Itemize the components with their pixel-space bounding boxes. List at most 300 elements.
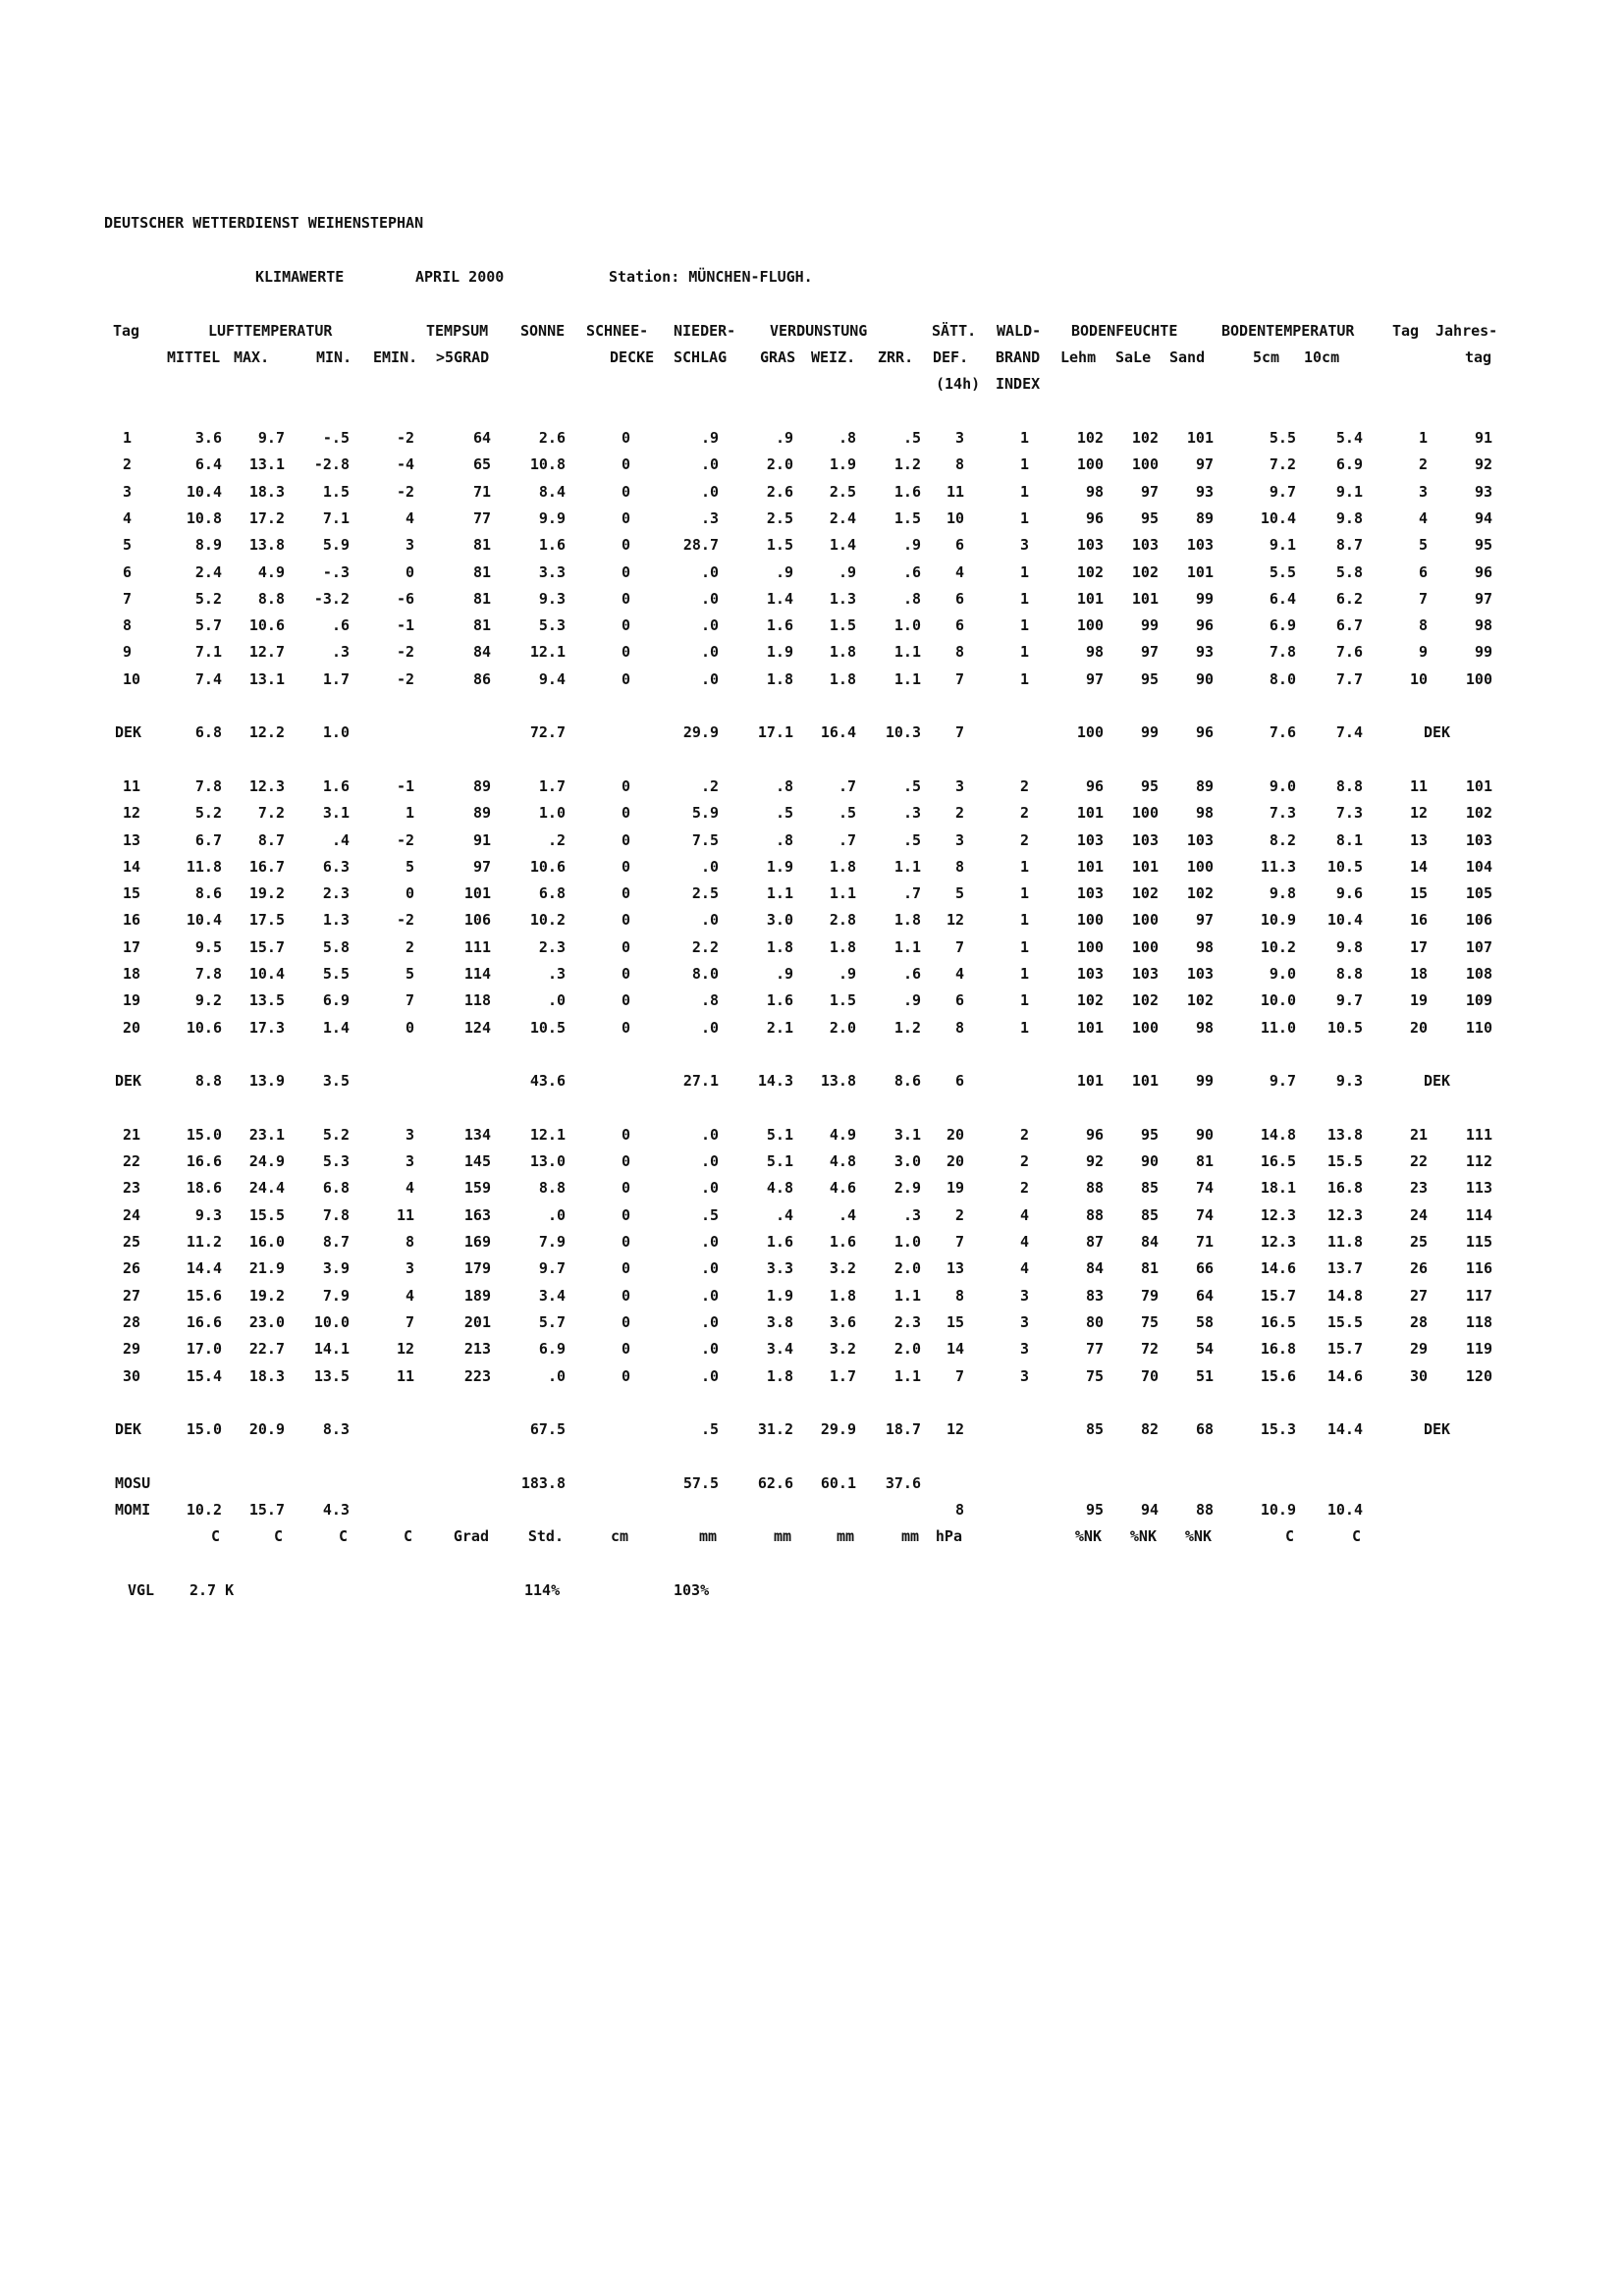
day-cell: 15 bbox=[123, 884, 141, 903]
data-cell: 5.1 bbox=[766, 1125, 793, 1144]
data-cell: 3 bbox=[954, 776, 964, 795]
data-cell: 10.2 bbox=[529, 911, 566, 930]
data-cell: 6.9 bbox=[538, 1340, 566, 1359]
data-cell: 7.8 bbox=[322, 1205, 350, 1224]
data-cell: 2 bbox=[1019, 1179, 1029, 1198]
data-cell: 100 bbox=[1076, 937, 1104, 956]
data-cell: 96 bbox=[1085, 508, 1104, 527]
data-cell: -.5 bbox=[322, 429, 350, 447]
table-row bbox=[0, 453, 1623, 476]
data-cell: 1.8 bbox=[766, 669, 793, 688]
data-cell: 1 bbox=[1019, 455, 1029, 474]
header-label: LUFTTEMPERATUR bbox=[208, 322, 333, 340]
data-cell: .0 bbox=[700, 1340, 719, 1359]
data-cell: 95 bbox=[1474, 536, 1492, 555]
data-cell: 17.1 bbox=[757, 723, 793, 742]
header-label: GRAS bbox=[760, 348, 796, 366]
data-cell: .3 bbox=[700, 508, 719, 527]
data-cell: 37.6 bbox=[885, 1473, 921, 1492]
data-cell: .5 bbox=[700, 1420, 719, 1439]
data-cell: 2.5 bbox=[766, 508, 793, 527]
data-cell: 2 bbox=[1019, 776, 1029, 795]
header-label: BODENTEMPERATUR bbox=[1221, 322, 1355, 340]
data-cell: 89 bbox=[472, 776, 491, 795]
data-cell: 101 bbox=[1186, 562, 1214, 581]
data-cell: 5.2 bbox=[194, 804, 222, 823]
data-cell: -2 bbox=[396, 830, 414, 849]
unit-label: mm bbox=[900, 1527, 919, 1546]
data-cell: 3.1 bbox=[322, 804, 350, 823]
data-cell: 0 bbox=[621, 536, 630, 555]
data-cell: 7 bbox=[954, 1366, 964, 1385]
data-cell: 116 bbox=[1465, 1259, 1492, 1278]
data-cell: 115 bbox=[1465, 1233, 1492, 1251]
data-cell: 10.0 bbox=[1260, 991, 1296, 1010]
data-cell: 0 bbox=[621, 1018, 630, 1037]
data-cell: 1.5 bbox=[766, 536, 793, 555]
data-cell: 80 bbox=[1085, 1312, 1104, 1331]
data-cell: 5.5 bbox=[1269, 562, 1296, 581]
data-cell: 1.5 bbox=[322, 482, 350, 501]
data-cell: 0 bbox=[621, 804, 630, 823]
day-cell: 29 bbox=[123, 1340, 141, 1359]
data-cell: 15.0 bbox=[186, 1125, 222, 1144]
data-cell: 107 bbox=[1465, 937, 1492, 956]
data-cell: 2.0 bbox=[829, 1018, 856, 1037]
data-cell: 1.6 bbox=[538, 536, 566, 555]
data-cell: 3.2 bbox=[829, 1259, 856, 1278]
data-cell: 15.5 bbox=[1326, 1152, 1363, 1171]
data-cell: 7.5 bbox=[691, 830, 719, 849]
data-cell: 18.7 bbox=[885, 1420, 921, 1439]
data-cell: 99 bbox=[1195, 1072, 1214, 1091]
data-cell: 5.8 bbox=[322, 937, 350, 956]
data-cell: 91 bbox=[1474, 429, 1492, 447]
table-row bbox=[0, 426, 1623, 450]
data-cell: 99 bbox=[1140, 616, 1159, 635]
data-cell: 102 bbox=[1076, 991, 1104, 1010]
table-row bbox=[0, 1364, 1623, 1388]
data-cell: 8.6 bbox=[194, 884, 222, 903]
header-label: (14h) bbox=[936, 375, 981, 393]
data-cell: 134 bbox=[463, 1125, 491, 1144]
data-cell: 2.5 bbox=[829, 482, 856, 501]
day-cell: 9 bbox=[123, 643, 133, 662]
day-cell: 30 bbox=[123, 1366, 141, 1385]
data-cell: 9.3 bbox=[538, 589, 566, 608]
data-cell: 111 bbox=[463, 937, 491, 956]
data-cell: .0 bbox=[700, 1366, 719, 1385]
day-cell: 25 bbox=[123, 1233, 141, 1251]
data-cell: .4 bbox=[838, 1205, 856, 1224]
vgl-precipitation: 103% bbox=[674, 1580, 710, 1599]
data-cell: 7.7 bbox=[1335, 669, 1363, 688]
data-cell: 169 bbox=[463, 1233, 491, 1251]
data-cell: 10.4 bbox=[1326, 1501, 1363, 1519]
data-cell: 2 bbox=[954, 1205, 964, 1224]
data-cell: 96 bbox=[1085, 776, 1104, 795]
data-cell: 7.1 bbox=[194, 643, 222, 662]
data-cell: 4.3 bbox=[322, 1501, 350, 1519]
day-cell: 2 bbox=[123, 455, 133, 474]
data-cell: 10.8 bbox=[186, 508, 222, 527]
data-cell: 3.6 bbox=[829, 1312, 856, 1331]
data-cell: 12 bbox=[396, 1340, 414, 1359]
table-row bbox=[0, 561, 1623, 584]
data-cell: 94 bbox=[1474, 508, 1492, 527]
header-label: >5GRAD bbox=[436, 348, 490, 366]
data-cell: .5 bbox=[775, 804, 793, 823]
data-cell: 7 bbox=[405, 1312, 414, 1331]
data-cell: 96 bbox=[1474, 562, 1492, 581]
data-cell: 58 bbox=[1195, 1312, 1214, 1331]
unit-label: C bbox=[210, 1527, 220, 1546]
data-cell: .9 bbox=[838, 562, 856, 581]
data-cell: 12.3 bbox=[248, 776, 285, 795]
data-cell: 0 bbox=[621, 857, 630, 876]
data-cell: 101 bbox=[1076, 804, 1104, 823]
data-cell: .0 bbox=[547, 1366, 566, 1385]
data-cell: 0 bbox=[621, 616, 630, 635]
data-cell: 99 bbox=[1195, 589, 1214, 608]
header-label: SÄTT. bbox=[932, 322, 977, 340]
header-label: 10cm bbox=[1304, 348, 1340, 366]
data-cell: 0 bbox=[405, 1018, 414, 1037]
data-cell: 9.3 bbox=[194, 1205, 222, 1224]
data-cell: 3 bbox=[1019, 1366, 1029, 1385]
data-cell: 103 bbox=[1186, 965, 1214, 983]
data-cell: 0 bbox=[621, 1205, 630, 1224]
data-cell: 1.1 bbox=[893, 937, 921, 956]
data-cell: 10.4 bbox=[186, 911, 222, 930]
data-cell: 11 bbox=[396, 1205, 414, 1224]
data-cell: 3.5 bbox=[322, 1072, 350, 1091]
data-cell: -2 bbox=[396, 669, 414, 688]
units-row bbox=[0, 1524, 1623, 1548]
data-cell: 9.8 bbox=[1269, 884, 1296, 903]
data-cell: .2 bbox=[700, 776, 719, 795]
data-cell: 74 bbox=[1195, 1205, 1214, 1224]
data-cell: .9 bbox=[775, 562, 793, 581]
data-cell: 22.7 bbox=[248, 1340, 285, 1359]
data-cell: .5 bbox=[902, 830, 921, 849]
data-cell: 10.4 bbox=[248, 965, 285, 983]
day-cell: 10 bbox=[123, 669, 141, 688]
data-cell: 89 bbox=[1195, 776, 1214, 795]
data-cell: 15.5 bbox=[1326, 1312, 1363, 1331]
data-cell: .9 bbox=[902, 536, 921, 555]
vgl-row bbox=[0, 1578, 1623, 1602]
data-cell: 0 bbox=[621, 965, 630, 983]
data-cell: 14.4 bbox=[186, 1259, 222, 1278]
data-cell: 0 bbox=[621, 482, 630, 501]
data-cell: .5 bbox=[838, 804, 856, 823]
header-label: ZRR. bbox=[878, 348, 914, 366]
data-cell: 103 bbox=[1131, 536, 1159, 555]
data-cell: 71 bbox=[472, 482, 491, 501]
data-cell: 10.5 bbox=[529, 1018, 566, 1037]
data-cell: 102 bbox=[1076, 562, 1104, 581]
header-label: TEMPSUM bbox=[426, 322, 489, 340]
data-cell: 103 bbox=[1076, 536, 1104, 555]
data-cell: 65 bbox=[472, 455, 491, 474]
decade-label: DEK bbox=[115, 1420, 142, 1439]
data-cell: 97 bbox=[1085, 669, 1104, 688]
data-cell: 93 bbox=[1474, 482, 1492, 501]
data-cell: 7.4 bbox=[194, 669, 222, 688]
data-cell: .0 bbox=[700, 1259, 719, 1278]
data-cell: 13 bbox=[946, 1259, 964, 1278]
data-cell: 13.5 bbox=[248, 991, 285, 1010]
table-row bbox=[0, 962, 1623, 986]
data-cell: 102 bbox=[1131, 562, 1159, 581]
day-cell: 7 bbox=[123, 589, 133, 608]
data-cell: 9.0 bbox=[1269, 776, 1296, 795]
data-cell: 1 bbox=[405, 804, 414, 823]
data-cell: 19.2 bbox=[248, 884, 285, 903]
data-cell: 5.9 bbox=[691, 804, 719, 823]
data-cell: 8.1 bbox=[1335, 830, 1363, 849]
data-cell: .0 bbox=[700, 669, 719, 688]
data-cell: 91 bbox=[472, 830, 491, 849]
data-cell: 6.8 bbox=[194, 723, 222, 742]
day-cell: 27 bbox=[123, 1286, 141, 1305]
table-row bbox=[0, 1230, 1623, 1254]
data-cell: 7 bbox=[954, 723, 964, 742]
data-cell: 4 bbox=[954, 965, 964, 983]
data-cell: 1.6 bbox=[893, 482, 921, 501]
data-cell: .7 bbox=[902, 884, 921, 903]
data-cell: 17.2 bbox=[248, 508, 285, 527]
data-cell: 87 bbox=[1085, 1233, 1104, 1251]
data-cell: 20.9 bbox=[248, 1420, 285, 1439]
data-cell: 114 bbox=[463, 965, 491, 983]
data-cell: 1.7 bbox=[538, 776, 566, 795]
data-cell: 1 bbox=[1019, 965, 1029, 983]
data-cell: .0 bbox=[700, 911, 719, 930]
data-cell: 16 bbox=[1409, 911, 1428, 930]
data-cell: 9.2 bbox=[194, 991, 222, 1010]
data-cell: 102 bbox=[1131, 429, 1159, 447]
data-cell: -6 bbox=[396, 589, 414, 608]
data-cell: 7 bbox=[954, 1233, 964, 1251]
data-cell: 22 bbox=[1409, 1152, 1428, 1171]
data-cell: 1.9 bbox=[766, 643, 793, 662]
data-cell: 1.5 bbox=[829, 991, 856, 1010]
day-cell: 20 bbox=[123, 1018, 141, 1037]
data-cell: 1.8 bbox=[829, 1286, 856, 1305]
data-cell: 11.8 bbox=[186, 857, 222, 876]
data-cell: 10.9 bbox=[1260, 1501, 1296, 1519]
data-cell: .6 bbox=[902, 965, 921, 983]
data-cell: 112 bbox=[1465, 1152, 1492, 1171]
decade-label: DEK bbox=[115, 723, 142, 742]
data-cell: 28 bbox=[1409, 1312, 1428, 1331]
summary-label: MOMI bbox=[115, 1501, 151, 1519]
data-cell: 10 bbox=[946, 508, 964, 527]
data-cell: 102 bbox=[1186, 884, 1214, 903]
data-cell: 4.9 bbox=[257, 562, 285, 581]
data-cell: 14.6 bbox=[1260, 1259, 1296, 1278]
data-cell: 16.7 bbox=[248, 857, 285, 876]
data-cell: 6.2 bbox=[1335, 589, 1363, 608]
momi-row bbox=[0, 1498, 1623, 1522]
data-cell: 13.0 bbox=[529, 1152, 566, 1171]
data-cell: 12.7 bbox=[248, 643, 285, 662]
data-cell: 100 bbox=[1131, 1018, 1159, 1037]
data-cell: 0 bbox=[621, 1312, 630, 1331]
data-cell: 11 bbox=[1409, 776, 1428, 795]
data-cell: 1 bbox=[1019, 643, 1029, 662]
data-cell: 5.3 bbox=[322, 1152, 350, 1171]
data-cell: .5 bbox=[902, 429, 921, 447]
data-cell: 6 bbox=[954, 589, 964, 608]
data-cell: 5.5 bbox=[322, 965, 350, 983]
data-cell: 2.1 bbox=[766, 1018, 793, 1037]
data-cell: 3.3 bbox=[766, 1259, 793, 1278]
data-cell: 54 bbox=[1195, 1340, 1214, 1359]
unit-label: C bbox=[273, 1527, 283, 1546]
data-cell: 6.8 bbox=[322, 1179, 350, 1198]
data-cell: .7 bbox=[838, 776, 856, 795]
data-cell: 7 bbox=[954, 669, 964, 688]
data-cell: 15.5 bbox=[248, 1205, 285, 1224]
data-cell: 13 bbox=[1409, 830, 1428, 849]
data-cell: 10.6 bbox=[248, 616, 285, 635]
data-cell: 8.8 bbox=[538, 1179, 566, 1198]
data-cell: 12 bbox=[946, 1420, 964, 1439]
data-cell: 159 bbox=[463, 1179, 491, 1198]
data-cell: 108 bbox=[1465, 965, 1492, 983]
data-cell: 13.1 bbox=[248, 455, 285, 474]
data-cell: 16.5 bbox=[1260, 1312, 1296, 1331]
data-cell: .7 bbox=[838, 830, 856, 849]
data-cell: -2.8 bbox=[313, 455, 350, 474]
data-cell: .0 bbox=[700, 1233, 719, 1251]
unit-label: C bbox=[1284, 1527, 1294, 1546]
data-cell: 7.2 bbox=[257, 804, 285, 823]
data-cell: 1.5 bbox=[829, 616, 856, 635]
data-cell: 13.8 bbox=[248, 536, 285, 555]
table-row bbox=[0, 640, 1623, 664]
data-cell: 0 bbox=[621, 991, 630, 1010]
data-cell: 0 bbox=[621, 776, 630, 795]
data-cell: 10.3 bbox=[885, 723, 921, 742]
data-cell: 9.9 bbox=[538, 508, 566, 527]
data-cell: 84 bbox=[1085, 1259, 1104, 1278]
data-cell: 5.7 bbox=[194, 616, 222, 635]
data-cell: 1.0 bbox=[893, 616, 921, 635]
table-row bbox=[0, 935, 1623, 959]
data-cell: 103 bbox=[1131, 965, 1159, 983]
data-cell: 64 bbox=[472, 429, 491, 447]
data-cell: 101 bbox=[463, 884, 491, 903]
data-cell: 6 bbox=[954, 616, 964, 635]
data-cell: 7.9 bbox=[538, 1233, 566, 1251]
data-cell: 5 bbox=[405, 965, 414, 983]
header-row-3 bbox=[0, 372, 1623, 396]
data-cell: .0 bbox=[700, 643, 719, 662]
data-cell: 1.5 bbox=[893, 508, 921, 527]
data-cell: 97 bbox=[472, 857, 491, 876]
vgl-temperature: 2.7 K bbox=[189, 1580, 235, 1599]
data-cell: 23 bbox=[1409, 1179, 1428, 1198]
data-cell: 2 bbox=[405, 937, 414, 956]
data-cell: 103 bbox=[1076, 884, 1104, 903]
header-label: SCHNEE- bbox=[586, 322, 649, 340]
data-cell: 9.0 bbox=[1269, 965, 1296, 983]
table-row bbox=[0, 1149, 1623, 1173]
data-cell: 8.7 bbox=[322, 1233, 350, 1251]
data-cell: 24.9 bbox=[248, 1152, 285, 1171]
data-cell: 17.5 bbox=[248, 911, 285, 930]
day-cell: 13 bbox=[123, 830, 141, 849]
data-cell: 11.8 bbox=[1326, 1233, 1363, 1251]
unit-label: %NK bbox=[1129, 1527, 1157, 1546]
data-cell: 43.6 bbox=[529, 1072, 566, 1091]
day-cell: 12 bbox=[123, 804, 141, 823]
data-cell: 2.8 bbox=[829, 911, 856, 930]
data-cell: 14 bbox=[1409, 857, 1428, 876]
data-cell: 8 bbox=[954, 1286, 964, 1305]
data-cell: .0 bbox=[700, 1018, 719, 1037]
data-cell: 2.0 bbox=[893, 1340, 921, 1359]
data-cell: 10.8 bbox=[529, 455, 566, 474]
data-cell: 97 bbox=[1474, 589, 1492, 608]
table-row bbox=[0, 988, 1623, 1012]
data-cell: 1.7 bbox=[829, 1366, 856, 1385]
data-cell: 88 bbox=[1195, 1501, 1214, 1519]
day-cell: 1 bbox=[123, 429, 133, 447]
data-cell: 95 bbox=[1085, 1501, 1104, 1519]
data-cell: 103 bbox=[1076, 965, 1104, 983]
data-cell: 4.6 bbox=[829, 1179, 856, 1198]
data-cell: 0 bbox=[621, 429, 630, 447]
data-cell: 92 bbox=[1085, 1152, 1104, 1171]
data-cell: 84 bbox=[472, 643, 491, 662]
data-cell: 6.7 bbox=[194, 830, 222, 849]
data-cell: 102 bbox=[1465, 804, 1492, 823]
data-cell: 3 bbox=[954, 830, 964, 849]
data-cell: 1.1 bbox=[893, 857, 921, 876]
data-cell: 2.6 bbox=[538, 429, 566, 447]
data-cell: 2.3 bbox=[893, 1312, 921, 1331]
data-cell: 100 bbox=[1131, 455, 1159, 474]
unit-label: %NK bbox=[1074, 1527, 1102, 1546]
data-cell: 101 bbox=[1076, 1018, 1104, 1037]
station: Station: MÜNCHEN-FLUGH. bbox=[609, 268, 813, 286]
data-cell: 90 bbox=[1195, 669, 1214, 688]
data-cell: 84 bbox=[1140, 1233, 1159, 1251]
data-cell: 3 bbox=[1019, 536, 1029, 555]
data-cell: 97 bbox=[1140, 643, 1159, 662]
header-label: SCHLAG bbox=[674, 348, 728, 366]
data-cell: 8.6 bbox=[893, 1072, 921, 1091]
data-cell: 10.6 bbox=[186, 1018, 222, 1037]
table-row bbox=[0, 908, 1623, 932]
data-cell: 18.3 bbox=[248, 482, 285, 501]
data-cell: 75 bbox=[1140, 1312, 1159, 1331]
table-row bbox=[0, 1337, 1623, 1361]
data-cell: 1.0 bbox=[893, 1233, 921, 1251]
data-cell: 23.1 bbox=[248, 1125, 285, 1144]
table-row bbox=[0, 1203, 1623, 1227]
data-cell: 9.7 bbox=[1335, 991, 1363, 1010]
data-cell: 19.2 bbox=[248, 1286, 285, 1305]
decade-summary-row bbox=[0, 721, 1623, 744]
data-cell: 2.3 bbox=[538, 937, 566, 956]
data-cell: 213 bbox=[463, 1340, 491, 1359]
